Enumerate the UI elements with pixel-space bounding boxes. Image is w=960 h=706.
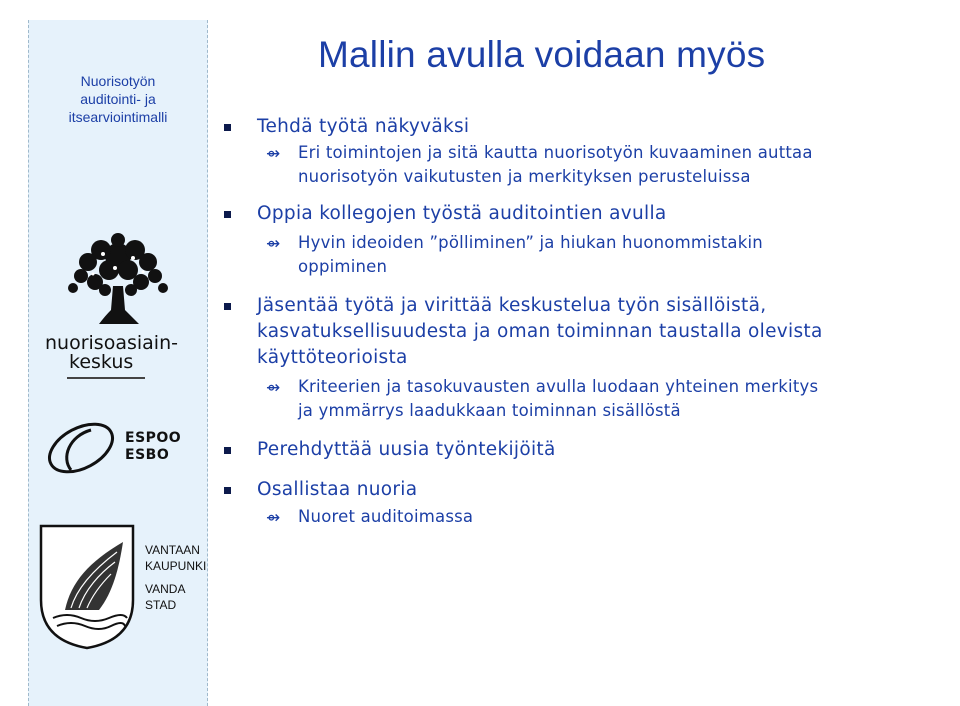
sidebar-title-line: auditointi- ja [80, 91, 156, 107]
espoo-emblem-icon [41, 418, 121, 480]
slide-body [220, 114, 940, 529]
bullet-item [220, 114, 940, 140]
bullet-line: Jäsentää työtä ja virittää keskustelua työn sisällöistä, [257, 295, 767, 316]
sub-bullet-line: Kriteerien ja tasokuvausten avulla luodaan yhteinen merkitys [298, 377, 819, 396]
vantaa-text [145, 543, 206, 613]
sidebar-title [29, 72, 207, 126]
sidebar-title-line: Nuorisotyön [80, 73, 156, 89]
vantaa-line: VANDA [145, 582, 186, 596]
bullet-text: Tehdä työtä näkyväksi [257, 116, 470, 137]
bullet-item [220, 477, 940, 503]
square-bullet-icon [224, 303, 231, 310]
espoo-esbo-logo [41, 418, 201, 480]
sidebar-title-line: itsearviointimalli [68, 109, 168, 125]
bullet-text: Osallistaa nuoria [257, 479, 418, 500]
nuorisoasiainkeskus-logo [43, 228, 193, 386]
bullet-line: kasvatuksellisuudesta ja oman toiminnan taustalla olevista [257, 321, 823, 342]
hollow-arrow-icon: ⇴ [266, 144, 281, 164]
bullet-item [220, 293, 940, 371]
hollow-arrow-icon: ⇴ [266, 234, 281, 254]
sub-bullet-item [220, 231, 940, 279]
hollow-arrow-icon: ⇴ [266, 508, 281, 528]
espoo-text [125, 430, 181, 464]
bullet-text: Oppia kollegojen työstä auditointien avulla [257, 203, 667, 224]
esbo-line: ESBO [125, 447, 170, 463]
sub-bullet-item [220, 505, 940, 529]
sidebar [28, 20, 208, 706]
vantaa-line: VANTAAN [145, 543, 200, 557]
sub-bullet-line: Eri toimintojen ja sitä kautta nuorisotyön kuvaaminen auttaa [298, 143, 813, 162]
sub-bullet-line: ja ymmärrys laadukkaan toiminnan sisällöstä [298, 401, 681, 420]
hollow-arrow-icon: ⇴ [266, 378, 281, 398]
tree-logo-text-line1: nuorisoasiain- [45, 332, 178, 354]
vantaa-line: KAUPUNKI [145, 558, 207, 573]
bullet-text: Perehdyttää uusia työntekijöitä [257, 439, 556, 460]
square-bullet-icon [224, 211, 231, 218]
square-bullet-icon [224, 447, 231, 454]
vantaa-line: STAD [145, 597, 177, 612]
sub-bullet-line: oppiminen [298, 257, 388, 276]
vantaa-coat-of-arms-icon [37, 522, 137, 650]
sub-bullet-line: Nuoret auditoimassa [298, 507, 474, 526]
tree-logo-text-line2: keskus [69, 351, 134, 373]
vantaa-logo [37, 522, 207, 652]
bullet-item [220, 201, 940, 227]
sub-bullet-item [220, 141, 940, 189]
bullet-item [220, 437, 940, 463]
sub-bullet-line: nuorisotyön vaikutusten ja merkityksen perusteluissa [298, 167, 751, 186]
slide-title: Mallin avulla voidaan myös [318, 34, 766, 75]
sub-bullet-line: Hyvin ideoiden ”pölliminen” ja hiukan huonommistakin [298, 233, 763, 252]
espoo-line: ESPOO [125, 430, 182, 446]
square-bullet-icon [224, 487, 231, 494]
bullet-line: käyttöteorioista [257, 347, 408, 368]
square-bullet-icon [224, 124, 231, 131]
sub-bullet-item [220, 375, 940, 423]
